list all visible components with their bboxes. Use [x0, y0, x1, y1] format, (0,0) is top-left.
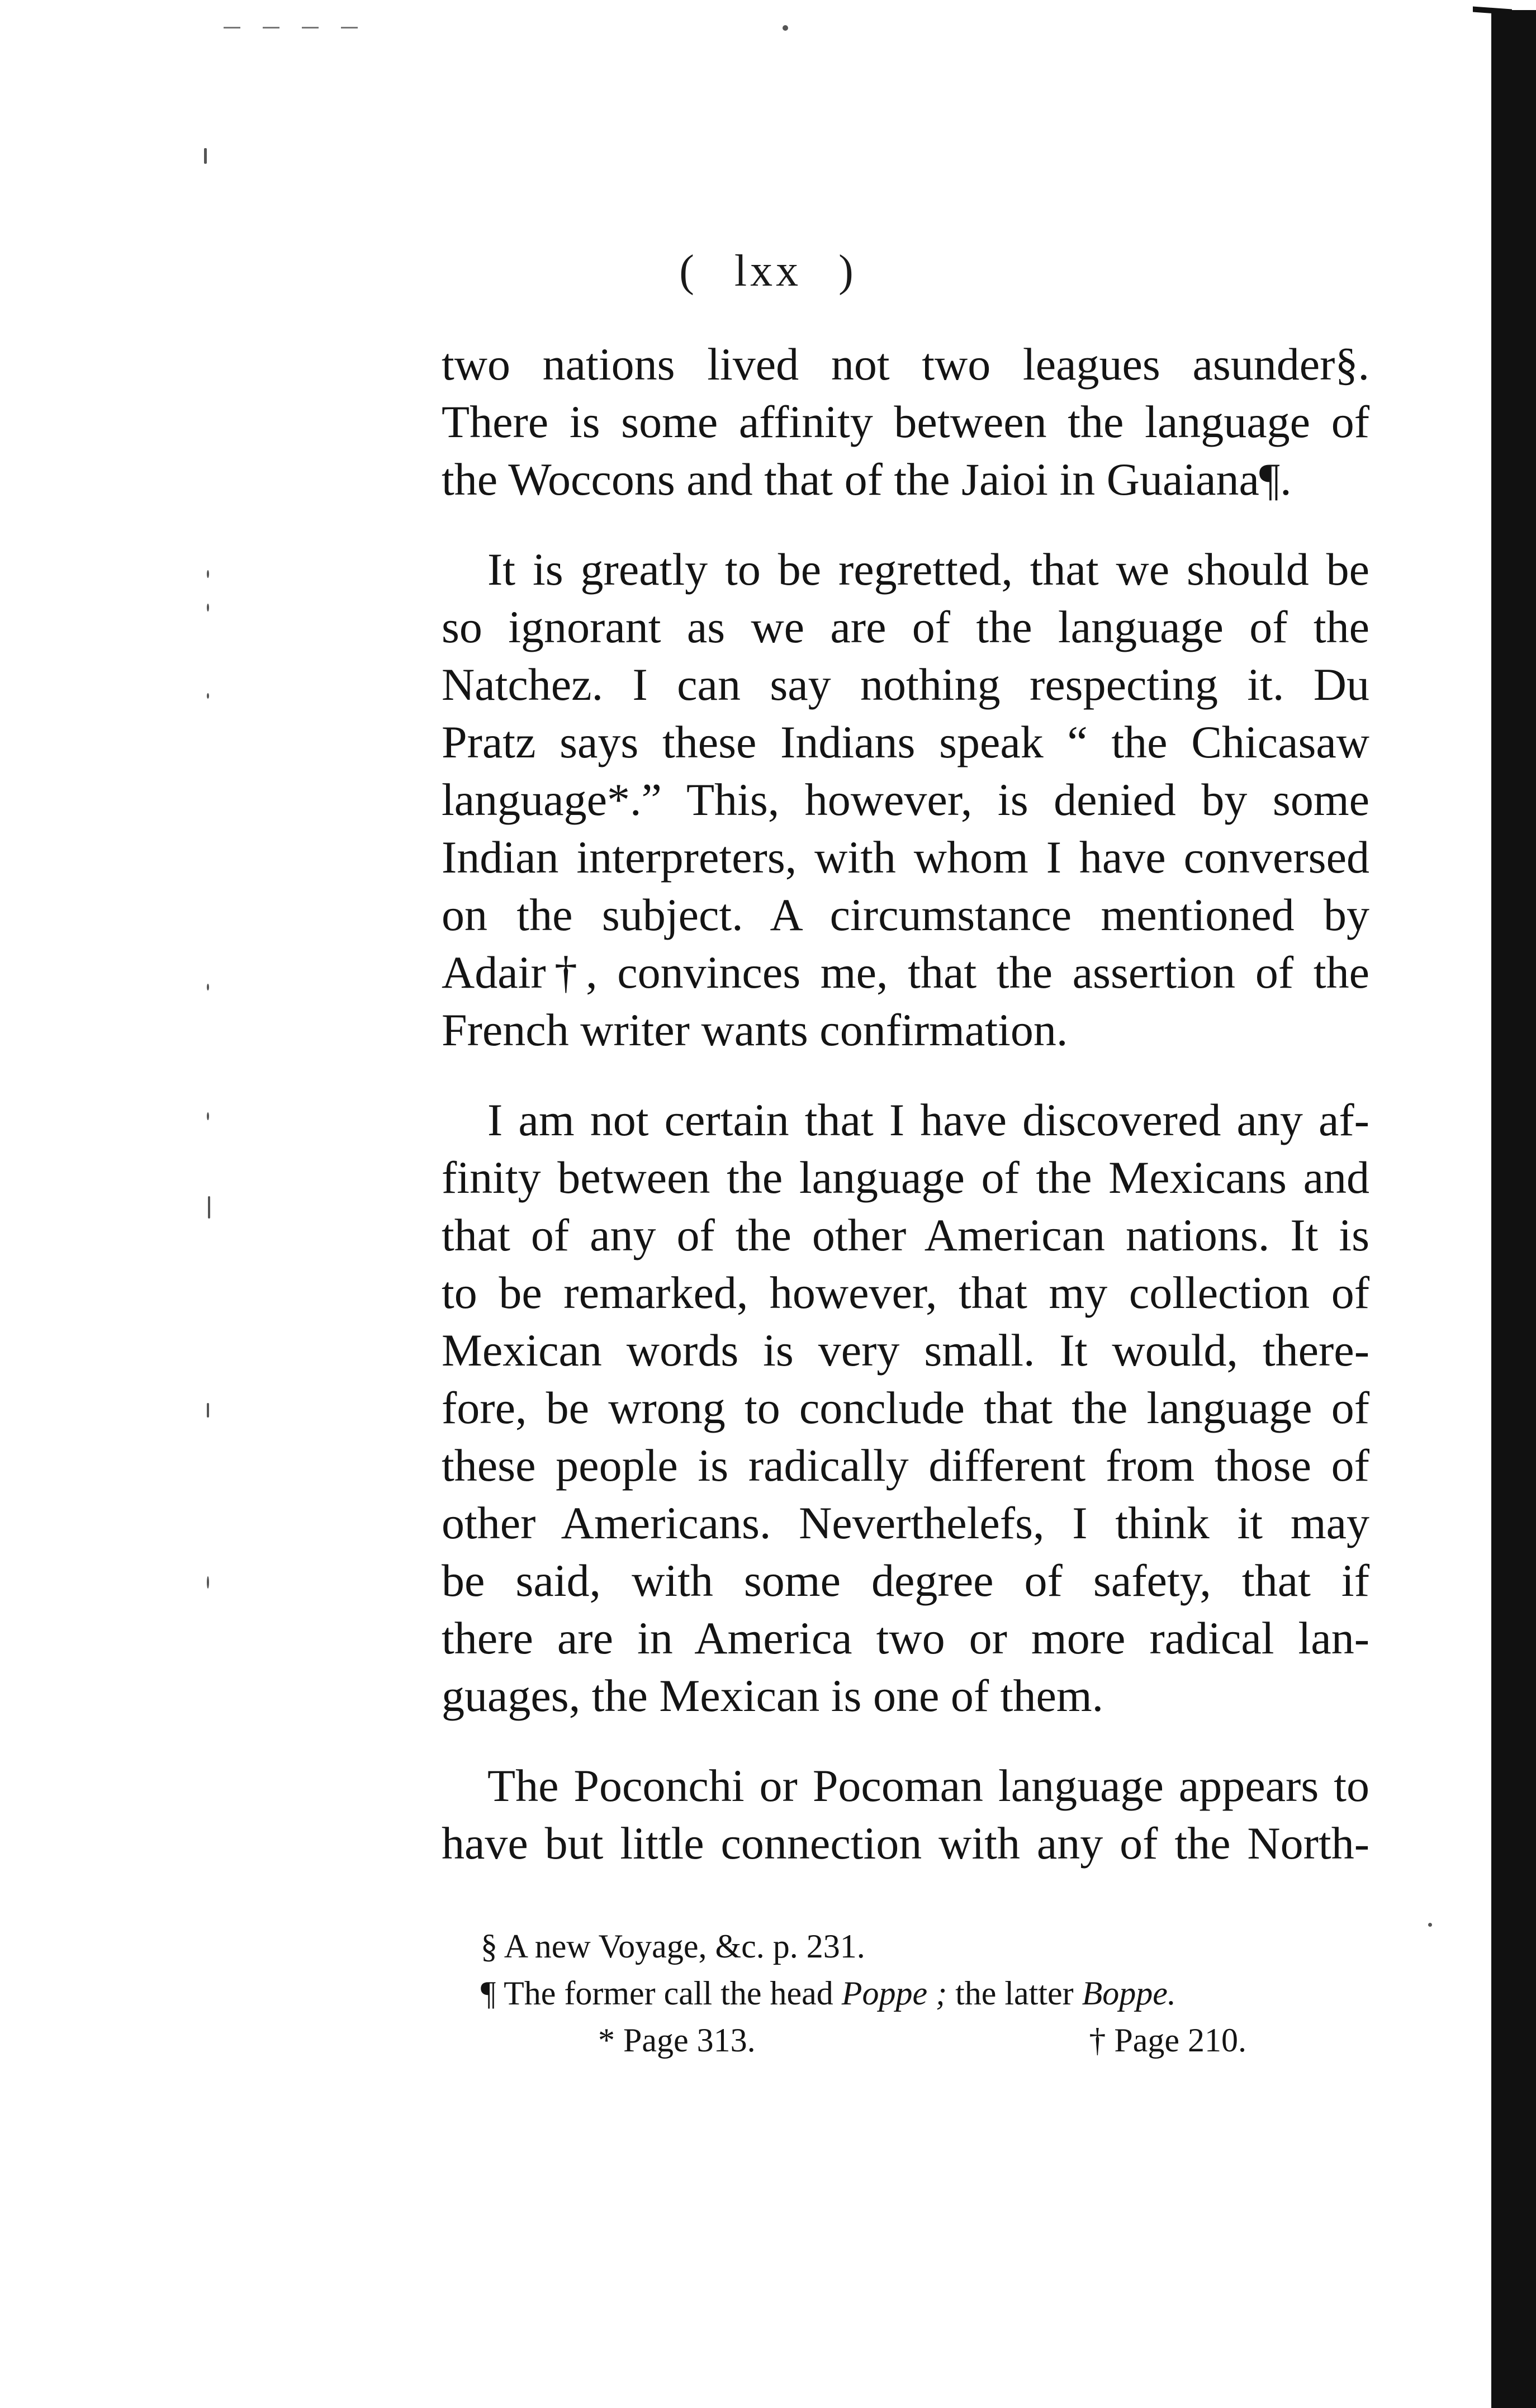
margin-speck	[207, 1403, 209, 1418]
text-line: be said, with some degree of safety, that if	[442, 1555, 1369, 1606]
margin-speck	[208, 1196, 210, 1219]
footnote-word-boppe: Boppe.	[1082, 1975, 1176, 2012]
footnote-dagger: † Page 210.	[1089, 2022, 1246, 2059]
footnote-text: ¶ The former call the head	[481, 1975, 842, 2012]
text-line: the Woccons and that of the Jaioi in Guaiana¶.	[442, 454, 1292, 505]
body-text	[442, 335, 1369, 1872]
text-line: so ignorant as we are of the language of the	[442, 601, 1369, 652]
text-line: Natchez. I can say nothing respecting it. Du	[442, 659, 1369, 710]
text-line: It is greatly to be regretted, that we should be	[487, 544, 1369, 595]
scan-mark	[302, 27, 319, 29]
footnote-word-poppe: Poppe ;	[841, 1975, 947, 2012]
paragraph	[442, 1757, 1369, 1872]
margin-speck	[207, 984, 209, 990]
paragraph	[442, 1091, 1369, 1724]
text-line: There is some affinity between the language of	[442, 396, 1369, 447]
text-line: two nations lived not two leagues asunder§.	[442, 339, 1369, 390]
text-line: The Poconchi or Pocoman language appears to	[487, 1760, 1369, 1811]
page-header: ( lxx )	[679, 247, 857, 296]
footnote-pilcrow	[481, 1970, 1330, 2017]
footnotes	[481, 1923, 1330, 2064]
margin-speck	[207, 604, 209, 612]
text-line: other Americans. Neverthelefs, I think it may	[442, 1497, 1369, 1548]
text-line: to be remarked, however, that my collection of	[442, 1267, 1369, 1318]
text-line: these people is radically different from those of	[442, 1440, 1369, 1491]
margin-speck	[204, 148, 207, 164]
text-line: finity between the language of the Mexicans and	[442, 1152, 1369, 1203]
margin-speck	[207, 1112, 209, 1120]
text-line: Pratz says these Indians speak “ the Chicasaw	[442, 717, 1369, 767]
scan-mark	[783, 25, 788, 31]
footnote-row	[481, 2017, 1330, 2064]
scan-mark	[224, 27, 240, 29]
paragraph	[442, 541, 1369, 1059]
text-line: have but little connection with any of the North-	[442, 1818, 1369, 1869]
margin-speck	[207, 693, 209, 699]
text-line: Indian interpreters, with whom I have conversed	[442, 832, 1369, 883]
margin-speck	[207, 1576, 209, 1589]
scan-mark	[341, 27, 358, 29]
text-line: fore, be wrong to conclude that the language of	[442, 1382, 1369, 1433]
footnote-star: * Page 313.	[598, 2022, 756, 2059]
text-line: that of any of the other American nations. It is	[442, 1210, 1369, 1260]
text-line: on the subject. A circumstance mentioned by	[442, 889, 1369, 940]
footnote-text: the latter	[947, 1975, 1082, 2012]
scan-mark	[263, 27, 279, 29]
footnote-section: § A new Voyage, &c. p. 231.	[481, 1928, 865, 1965]
text-line: language*.” This, however, is denied by some	[442, 774, 1369, 825]
binding-shadow	[1491, 10, 1536, 2408]
text-line: guages, the Mexican is one of them.	[442, 1670, 1104, 1721]
margin-speck	[1428, 1923, 1432, 1927]
text-line: French writer wants confirmation.	[442, 1004, 1068, 1055]
text-line: Mexican words is very small. It would, there-	[442, 1325, 1369, 1376]
margin-speck	[207, 570, 209, 578]
paragraph	[442, 335, 1369, 508]
text-line: there are in America two or more radical lan-	[442, 1613, 1369, 1663]
text-line: Adair†, convinces me, that the assertion of the	[442, 947, 1369, 998]
text-line: I am not certain that I have discovered any af-	[487, 1094, 1369, 1145]
